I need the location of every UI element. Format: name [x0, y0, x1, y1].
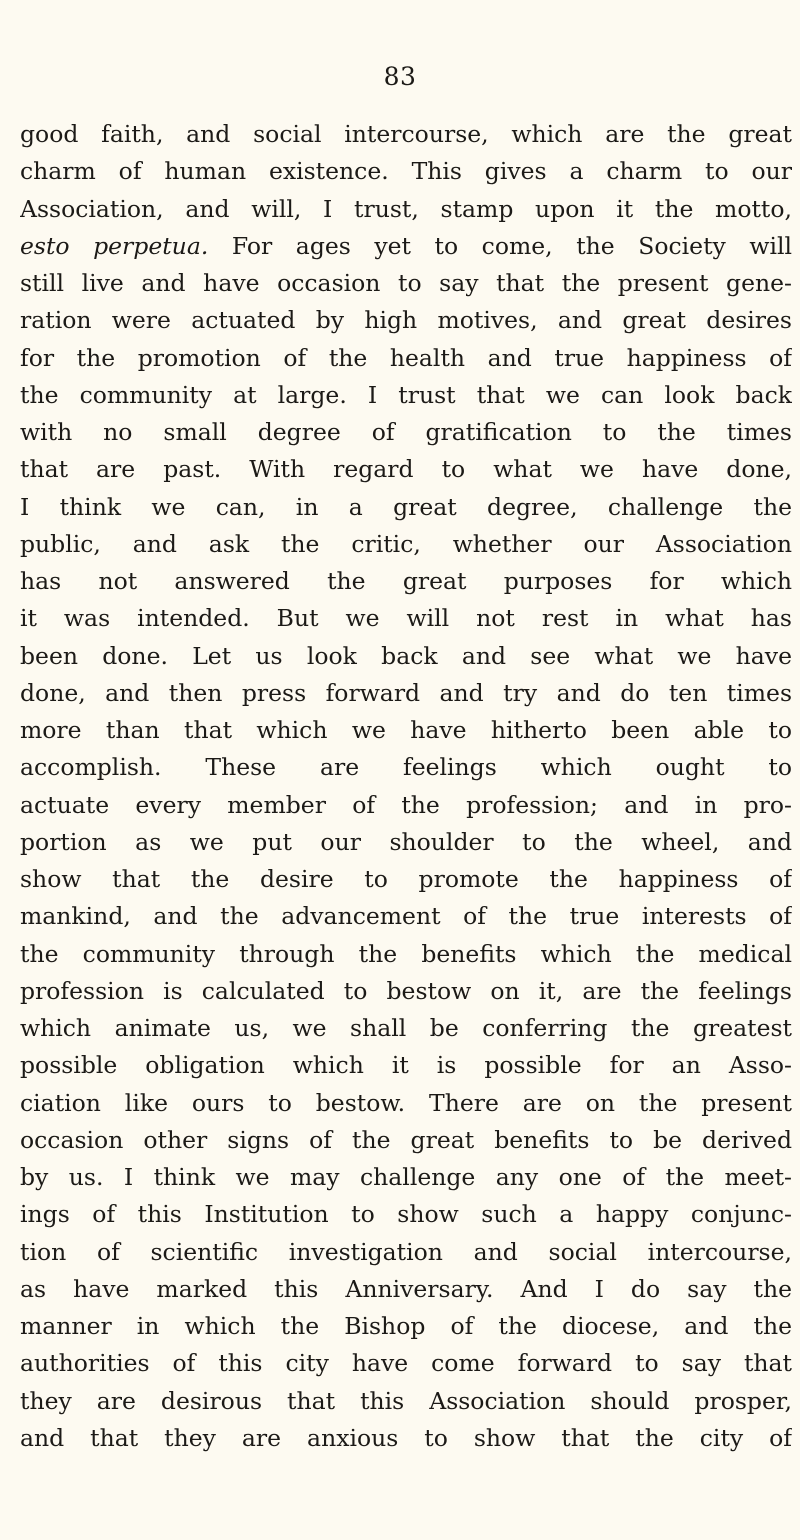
text-line-rest: For ages yet to come, the Society will: [208, 231, 792, 260]
text-line: it was intended. But we will not rest in what has: [20, 604, 792, 633]
text-line: has not answered the great purposes for which: [20, 567, 792, 595]
text-line: and that they are anxious to show that the city of: [20, 1423, 792, 1452]
body-text: [20, 116, 792, 1457]
text-line: good faith, and social intercourse, which are the great: [20, 120, 792, 148]
text-line: profession is calculated to bestow on it, are the feelings: [20, 976, 792, 1005]
text-line: accomplish. These are feelings which ought to: [20, 753, 792, 782]
text-line: which animate us, we shall be conferring the greatest: [20, 1014, 792, 1042]
text-line: they are desirous that this Association should prosper,: [20, 1386, 792, 1415]
text-line: more than that which we have hitherto been able to: [20, 716, 792, 744]
text-line: ration were actuated by high motives, and great desires: [20, 306, 792, 335]
text-line: authorities of this city have come forward to say that: [20, 1349, 792, 1378]
text-line: by us. I think we may challenge any one of the meet-: [20, 1163, 792, 1191]
text-line: tion of scientific investigation and social intercourse,: [20, 1237, 792, 1266]
text-line: occasion other signs of the great benefits to be derived: [20, 1125, 792, 1154]
text-line: Association, and will, I trust, stamp upon it the motto,: [20, 194, 792, 223]
text-line: charm of human existence. This gives a charm to our: [20, 157, 792, 186]
text-line: ciation like ours to bestow. There are on the present: [20, 1088, 792, 1117]
text-line: manner in which the Bishop of the diocese, and the: [20, 1312, 792, 1340]
text-line: still live and have occasion to say that the present gene-: [20, 269, 792, 297]
text-line-with-italic: [20, 228, 792, 265]
text-line: that are past. With regard to what we have done,: [20, 455, 792, 484]
text-line: the community through the benefits which the medical: [20, 939, 792, 968]
text-line: portion as we put our shoulder to the wheel, and: [20, 827, 792, 856]
text-line: the community at large. I trust that we can look back: [20, 380, 792, 409]
text-line: been done. Let us look back and see what we have: [20, 641, 792, 670]
text-line: mankind, and the advancement of the true interests of: [20, 902, 792, 931]
text-line: done, and then press forward and try and do ten times: [20, 678, 792, 707]
latin-motto: esto perpetua.: [20, 231, 209, 260]
text-line: show that the desire to promote the happiness of: [20, 865, 792, 893]
text-line: as have marked this Anniversary. And I do say the: [20, 1274, 792, 1303]
text-line: ings of this Institution to show such a happy conjunc-: [20, 1200, 792, 1229]
text-line: possible obligation which it is possible for an Asso-: [20, 1051, 792, 1080]
page-number: 83: [383, 62, 417, 91]
text-line: with no small degree of gratification to the times: [20, 418, 792, 446]
text-line: for the promotion of the health and true happiness of: [20, 343, 792, 372]
text-line: actuate every member of the profession; and in pro-: [20, 790, 792, 819]
text-line: public, and ask the critic, whether our Association: [20, 529, 792, 558]
text-line: I think we can, in a great degree, challenge the: [20, 492, 792, 521]
